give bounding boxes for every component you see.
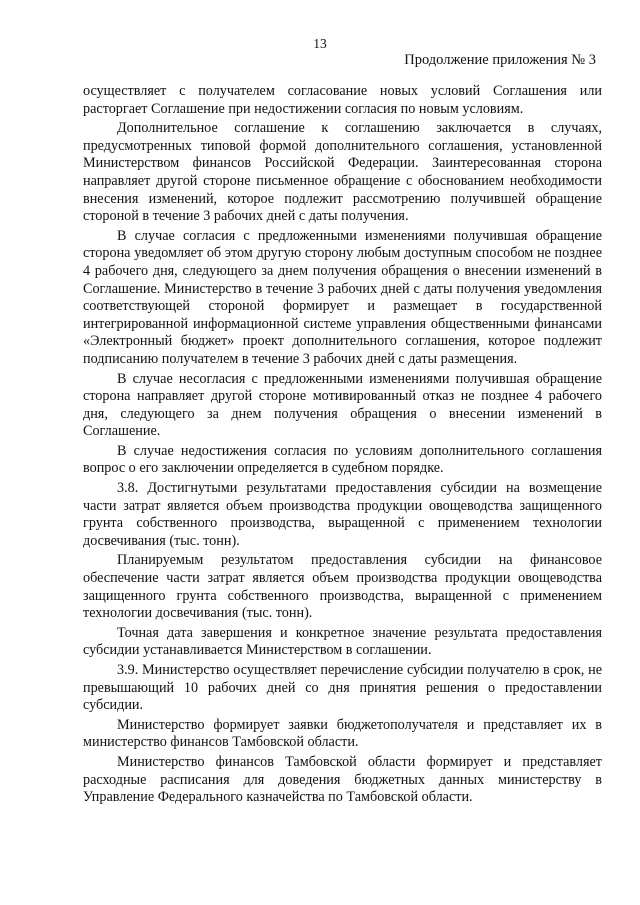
paragraph: В случае несогласия с предложенными изменениями получившая обращение сторона направляет другой стороне мотивированный отказ не позднее 4 рабочего дня, следующего за днем получения обращения о внесении изменений в Соглашение. xyxy=(83,370,602,440)
appendix-continuation-note: Продолжение приложения № 3 xyxy=(404,52,596,68)
paragraph: Министерство формирует заявки бюджетополучателя и представляет их в министерство финансов Тамбовской области. xyxy=(83,716,602,751)
paragraph: Планируемым результатом предоставления субсидии на финансовое обеспечение части затрат является объем производства продукции овощеводства защищенного грунта собственного производства, выращенной с применением технологии досвечивания (тыс. тонн). xyxy=(83,552,602,622)
paragraph: Министерство финансов Тамбовской области формирует и представляет расходные расписания для доведения бюджетных данных министерству в Управление Федерального казначейства по Тамбовской области. xyxy=(83,753,602,806)
paragraph: Точная дата завершения и конкретное значение результата предоставления субсидии устанавливается Министерством в соглашении. xyxy=(83,624,602,659)
page-number: 13 xyxy=(313,36,327,51)
paragraph: В случае недостижения согласия по условиям дополнительного соглашения вопрос о его заключении определяется в судебном порядке. xyxy=(83,442,602,477)
paragraph: Дополнительное соглашение к соглашению заключается в случаях, предусмотренных типовой формой дополнительного соглашения, установленной Министерством финансов Российской Федерации. Заинтересованная сторона направляет другой стороне письменное обращение с обоснованием необходимости внесения изменений, которое подлежит рассмотрению получившей обращение стороной в течение 3 рабочих дней с даты получения. xyxy=(83,120,602,225)
paragraph: 3.8. Достигнутыми результатами предоставления субсидии на возмещение части затрат является объем производства продукции овощеводства защищенного грунта собственного производства, выращенной с применением технологии досвечивания (тыс. тонн). xyxy=(83,480,602,549)
document-body xyxy=(83,83,602,809)
paragraph: осуществляет с получателем согласование новых условий Соглашения или расторгает Соглашение при недостижении согласия по новым условиям. xyxy=(83,83,602,117)
paragraph: В случае согласия с предложенными изменениями получившая обращение сторона уведомляет об этом другую сторону любым доступным способом не позднее 4 рабочего дня, следующего за днем получения обращения о внесении изменений в Соглашение. Министерство в течение 3 рабочих дней с даты получения уведомления соответствующей стороной формирует и размещает в государственной интегрированной информационной системе управления общественными финансами «Электронный бюджет» проект дополнительного соглашения, которое подлежит подписанию получателем в течение 3 рабочих дней с даты размещения. xyxy=(83,227,602,367)
paragraph: 3.9. Министерство осуществляет перечисление субсидии получателю в срок, не превышающий 10 рабочих дней со дня принятия решения о предоставлении субсидии. xyxy=(83,662,602,714)
